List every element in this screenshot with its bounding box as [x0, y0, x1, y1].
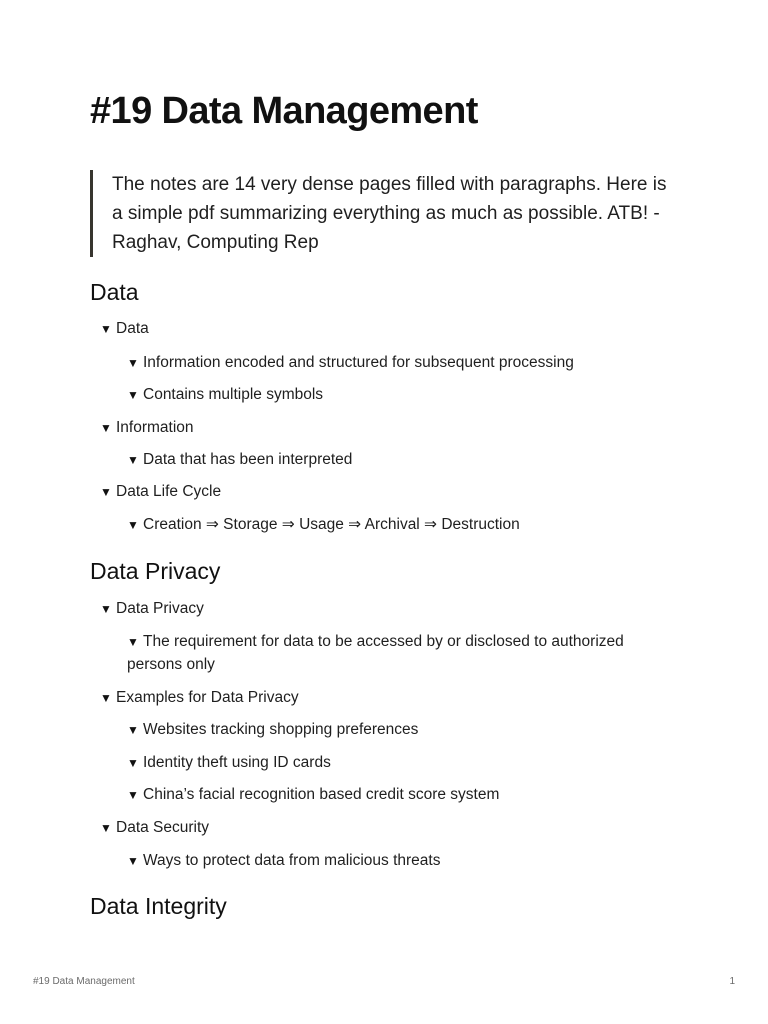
toggle-data[interactable] — [100, 318, 149, 341]
toggle-shopping-preferences[interactable] — [127, 719, 667, 742]
toggle-label: The requirement for data to be accessed by or disclosed to authorized persons only — [127, 633, 624, 673]
toggle-label: Websites tracking shopping preferences — [143, 721, 419, 738]
toggle-arrow-icon[interactable]: ▼ — [127, 723, 139, 737]
toggle-label: China’s facial recognition based credit score system — [143, 786, 500, 803]
section-heading-data-privacy: Data Privacy — [90, 558, 221, 584]
toggle-label: Data — [116, 320, 149, 337]
toggle-label: Examples for Data Privacy — [116, 689, 299, 706]
toggle-label: Data Security — [116, 819, 210, 836]
toggle-arrow-icon[interactable]: ▼ — [127, 854, 139, 868]
toggle-label: Identity theft using ID cards — [143, 754, 331, 771]
toggle-arrow-icon[interactable]: ▼ — [100, 602, 112, 616]
toggle-label: Data that has been interpreted — [143, 451, 353, 468]
toggle-label: Ways to protect data from malicious threats — [143, 852, 441, 869]
toggle-arrow-icon[interactable]: ▼ — [127, 453, 139, 467]
toggle-arrow-icon[interactable]: ▼ — [127, 356, 139, 370]
toggle-arrow-icon[interactable]: ▼ — [127, 756, 139, 770]
toggle-data-interpreted[interactable] — [127, 449, 667, 472]
toggle-arrow-icon[interactable]: ▼ — [100, 821, 112, 835]
toggle-arrow-icon[interactable]: ▼ — [127, 388, 139, 402]
toggle-label: Creation ⇒ Storage ⇒ Usage ⇒ Archival ⇒ Destruction — [143, 516, 520, 533]
section-heading-data-integrity: Data Integrity — [90, 893, 227, 919]
toggle-protect-data[interactable] — [127, 850, 667, 873]
footer-title: #19 Data Management — [33, 976, 135, 987]
toggle-life-cycle-stages[interactable] — [127, 514, 667, 537]
toggle-information[interactable] — [100, 417, 194, 440]
toggle-arrow-icon[interactable]: ▼ — [100, 485, 112, 499]
toggle-data-security[interactable] — [100, 817, 209, 840]
toggle-examples-data-privacy[interactable] — [100, 687, 299, 710]
page-title: #19 Data Management — [90, 90, 478, 132]
toggle-label: Data Life Cycle — [116, 483, 222, 500]
toggle-arrow-icon[interactable]: ▼ — [100, 322, 112, 336]
toggle-label: Contains multiple symbols — [143, 386, 324, 403]
intro-quote: The notes are 14 very dense pages filled with paragraphs. Here is a simple pdf summarizing everything as much as possible. ATB! - Raghav, Computing Rep — [90, 170, 680, 257]
toggle-facial-recognition[interactable] — [127, 784, 667, 807]
toggle-label: Information encoded and structured for subsequent processing — [143, 354, 574, 371]
toggle-data-life-cycle[interactable] — [100, 481, 221, 504]
toggle-arrow-icon[interactable]: ▼ — [127, 518, 139, 532]
toggle-arrow-icon[interactable]: ▼ — [127, 635, 139, 649]
toggle-data-privacy[interactable] — [100, 598, 204, 621]
toggle-privacy-requirement[interactable] — [127, 631, 667, 676]
footer-page-number: 1 — [729, 976, 735, 987]
section-heading-data: Data — [90, 279, 139, 305]
toggle-identity-theft[interactable] — [127, 752, 667, 775]
toggle-arrow-icon[interactable]: ▼ — [100, 421, 112, 435]
toggle-information-encoded[interactable] — [127, 352, 667, 375]
toggle-arrow-icon[interactable]: ▼ — [100, 691, 112, 705]
toggle-label: Data Privacy — [116, 600, 204, 617]
toggle-multiple-symbols[interactable] — [127, 384, 667, 407]
toggle-arrow-icon[interactable]: ▼ — [127, 788, 139, 802]
toggle-label: Information — [116, 419, 194, 436]
